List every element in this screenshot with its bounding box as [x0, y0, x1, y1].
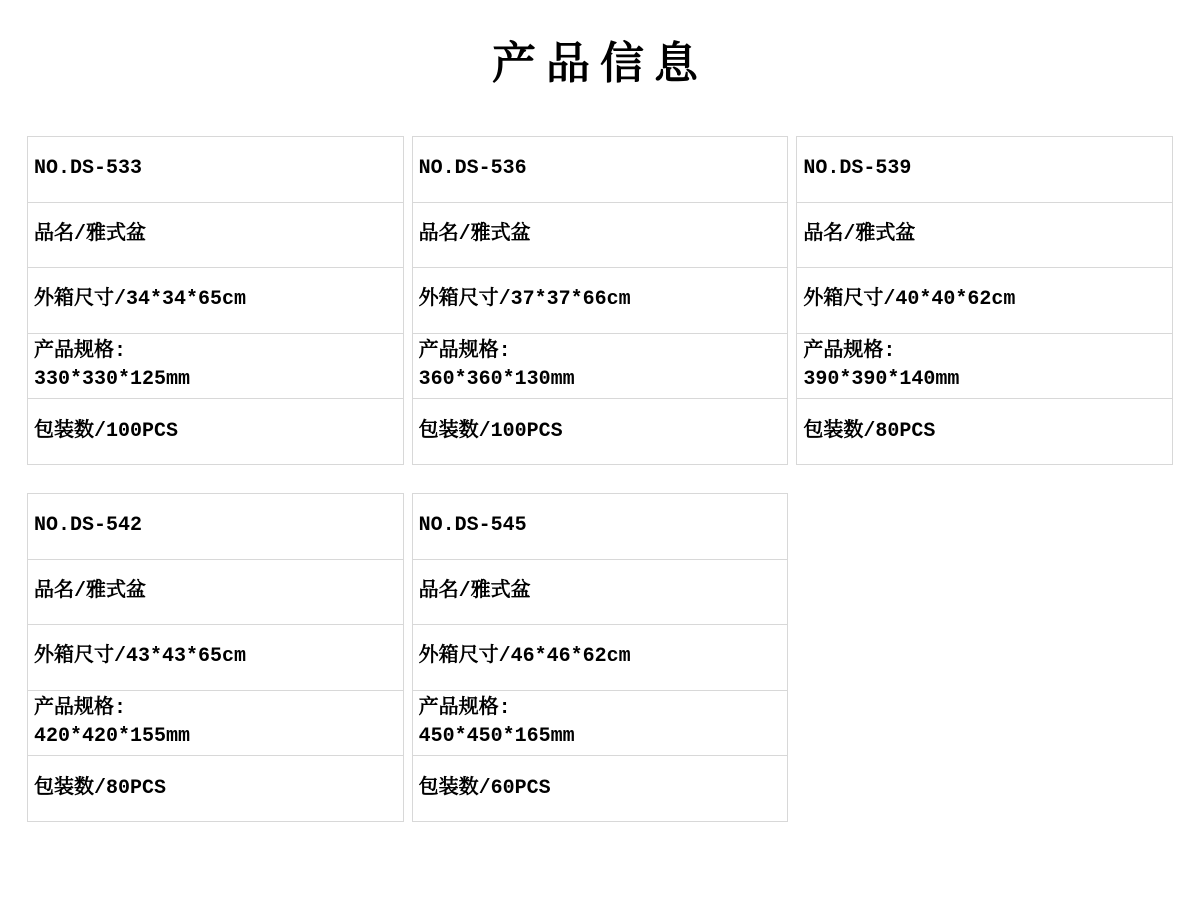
- product-spec-label: 产品规格:: [34, 697, 127, 721]
- product-pack-qty: 包装数/60PCS: [413, 755, 788, 821]
- product-no: NO.DS-533: [34, 157, 143, 181]
- page-header: [0, 0, 1200, 88]
- product-pack-qty: 包装数/100PCS: [413, 398, 788, 464]
- product-card: [27, 493, 404, 822]
- product-pack-qty: 包装数/100PCS: [28, 398, 403, 464]
- product-spec-label: 产品规格:: [418, 340, 511, 364]
- product-spec: [413, 690, 788, 756]
- product-spec-label: 产品规格:: [803, 340, 896, 364]
- product-name: 品名/雅式盆: [28, 559, 403, 625]
- product-spec: [28, 333, 403, 399]
- product-no: NO.DS-542: [34, 514, 143, 538]
- product-spec-label: 产品规格:: [418, 697, 511, 721]
- product-box-size: 外箱尺寸/43*43*65cm: [28, 624, 403, 690]
- product-name: 品名/雅式盆: [797, 202, 1172, 268]
- product-name: 品名/雅式盆: [413, 202, 788, 268]
- product-name: 品名/雅式盆: [28, 202, 403, 268]
- product-box-size: 外箱尺寸/37*37*66cm: [413, 267, 788, 333]
- product-spec-label: 产品规格:: [34, 340, 127, 364]
- product-spec-value: 330*330*125mm: [34, 368, 191, 392]
- product-box-size: 外箱尺寸/34*34*65cm: [28, 267, 403, 333]
- product-pack-qty: 包装数/80PCS: [28, 755, 403, 821]
- page-title: 产品信息: [492, 39, 708, 88]
- product-no: NO.DS-545: [418, 514, 527, 538]
- product-spec: [28, 690, 403, 756]
- product-spec-value: 390*390*140mm: [803, 368, 960, 392]
- product-card: [412, 136, 789, 465]
- product-box-size: 外箱尺寸/40*40*62cm: [797, 267, 1172, 333]
- product-card: [27, 136, 404, 465]
- product-pack-qty: 包装数/80PCS: [797, 398, 1172, 464]
- product-spec: [797, 333, 1172, 399]
- product-box-size: 外箱尺寸/46*46*62cm: [413, 624, 788, 690]
- product-cards-grid: [27, 136, 1173, 822]
- product-name: 品名/雅式盆: [413, 559, 788, 625]
- product-spec-value: 420*420*155mm: [34, 725, 191, 749]
- product-card: [796, 136, 1173, 465]
- product-spec-value: 450*450*165mm: [418, 725, 575, 749]
- product-no: NO.DS-536: [418, 157, 527, 181]
- product-spec: [413, 333, 788, 399]
- product-spec-value: 360*360*130mm: [418, 368, 575, 392]
- product-no: NO.DS-539: [803, 157, 912, 181]
- product-card: [412, 493, 789, 822]
